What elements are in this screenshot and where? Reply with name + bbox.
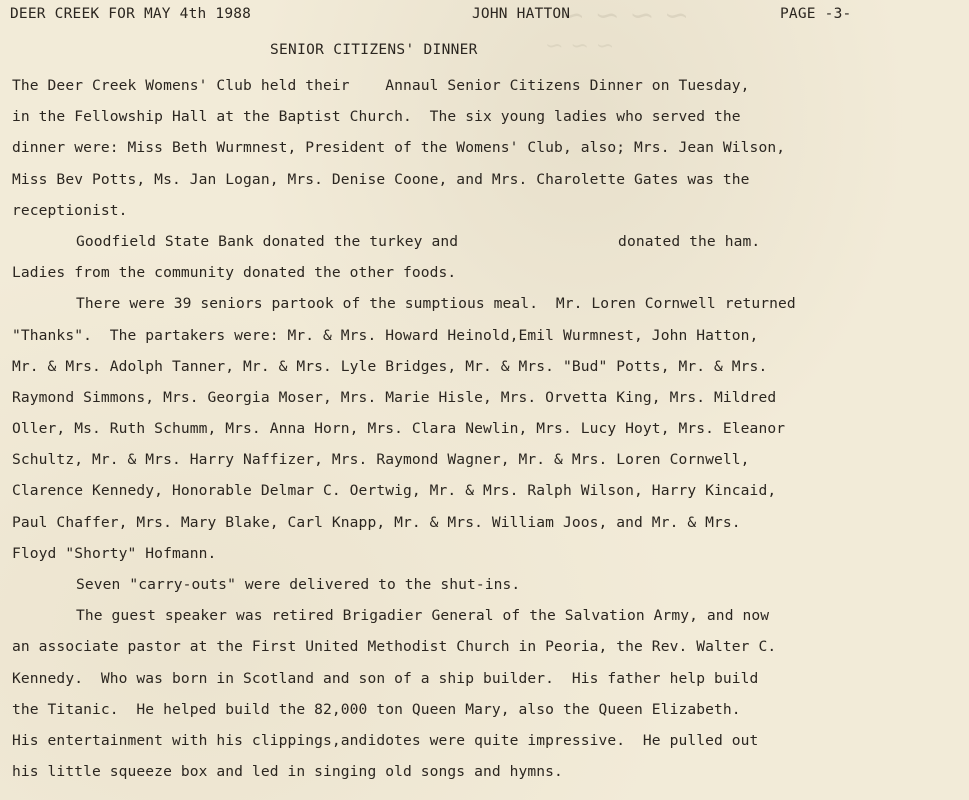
text-line: Ladies from the community donated the other foods. — [12, 264, 457, 282]
text-line: his little squeeze box and led in singing old songs and hymns. — [12, 763, 563, 781]
text-line: His entertainment with his clippings,andidotes were quite impressive. He pulled out — [12, 731, 759, 749]
text-line: Goodfield State Bank donated the turkey and donated the ham. — [76, 232, 761, 250]
text-line: Floyd "Shorty" Hofmann. — [12, 544, 217, 562]
text-line: in the Fellowship Hall at the Baptist Church. The six young ladies who served the — [12, 108, 741, 126]
page-header — [10, 6, 950, 32]
text-line: "Thanks". The partakers were: Mr. & Mrs. Howard Heinold,Emil Wurmnest, John Hatton, — [12, 326, 759, 344]
bleed-through-text: ~ ~ ~ ~ — [560, 0, 690, 33]
text-line: an associate pastor at the First United Methodist Church in Peoria, the Rev. Walter C. — [12, 638, 777, 656]
text-line: Seven "carry-outs" were delivered to the shut-ins. — [76, 576, 521, 593]
text-line: There were 39 seniors partook of the sumptious meal. Mr. Loren Cornwell returned — [76, 295, 796, 313]
text-line: The guest speaker was retired Brigadier General of the Salvation Army, and now — [76, 607, 770, 625]
article-title: SENIOR CITIZENS' DINNER — [270, 42, 478, 58]
text-line: Mr. & Mrs. Adolph Tanner, Mr. & Mrs. Lyle Bridges, Mr. & Mrs. "Bud" Potts, Mr. & Mrs. — [12, 357, 768, 375]
header-dateline: DEER CREEK FOR MAY 4th 1988 — [10, 6, 252, 22]
text-line: dinner were: Miss Beth Wurmnest, President of the Womens' Club, also; Mrs. Jean Wilson, — [12, 139, 786, 157]
text-line: Oller, Ms. Ruth Schumm, Mrs. Anna Horn, Mrs. Clara Newlin, Mrs. Lucy Hoyt, Mrs. Eleanor — [12, 420, 786, 438]
text-line: Miss Bev Potts, Ms. Jan Logan, Mrs. Denise Coone, and Mrs. Charolette Gates was the — [12, 170, 750, 188]
text-line: Schultz, Mr. & Mrs. Harry Naffizer, Mrs. Raymond Wagner, Mr. & Mrs. Loren Cornwell, — [12, 451, 750, 469]
bleed-through-text-2: ~ ~ ~ — [545, 34, 615, 59]
article-body — [12, 70, 957, 787]
text-line: Paul Chaffer, Mrs. Mary Blake, Carl Knapp, Mr. & Mrs. William Joos, and Mr. & Mrs. — [12, 513, 741, 531]
text-line: Raymond Simmons, Mrs. Georgia Moser, Mrs. Marie Hisle, Mrs. Orvetta King, Mrs. Mildred — [12, 388, 777, 406]
text-line: the Titanic. He helped build the 82,000 ton Queen Mary, also the Queen Elizabeth. — [12, 700, 741, 718]
header-author: JOHN HATTON — [472, 6, 571, 22]
text-line: Clarence Kennedy, Honorable Delmar C. Oertwig, Mr. & Mrs. Ralph Wilson, Harry Kincaid, — [12, 482, 777, 500]
text-line: Kennedy. Who was born in Scotland and son of a ship builder. His father help build — [12, 669, 759, 687]
text-line: receptionist. — [12, 201, 128, 219]
header-page-number: PAGE -3- — [780, 6, 852, 22]
text-line: The Deer Creek Womens' Club held their Annaul Senior Citizens Dinner on Tuesday, — [12, 77, 750, 94]
